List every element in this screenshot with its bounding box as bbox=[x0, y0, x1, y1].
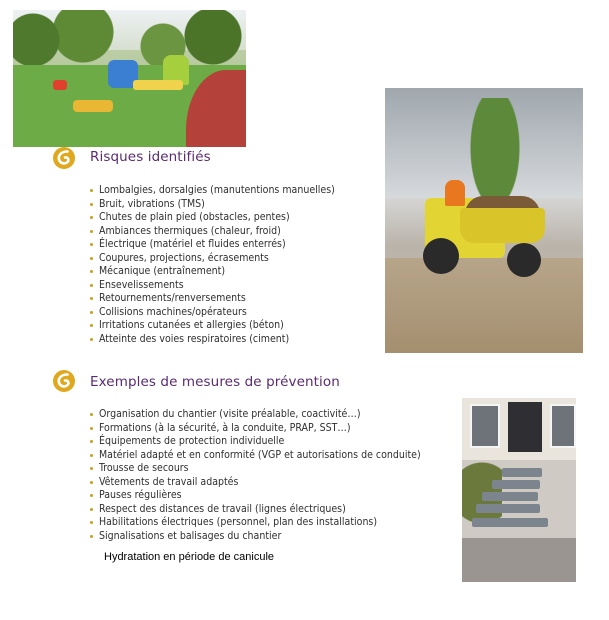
list-item: Habilitations électriques (personnel, plan des installations) bbox=[90, 516, 421, 530]
swirl-logo-icon bbox=[52, 146, 76, 170]
list-item: Mécanique (entraînement) bbox=[90, 265, 335, 279]
list-item: Vêtements de travail adaptés bbox=[90, 476, 421, 490]
list-item: Collisions machines/opérateurs bbox=[90, 306, 335, 320]
list-item: Irritations cutanées et allergies (béton) bbox=[90, 319, 335, 333]
list-item: Matériel adapté et en conformité (VGP et autorisations de conduite) bbox=[90, 449, 421, 463]
prevention-section-title: Exemples de mesures de prévention bbox=[90, 374, 340, 390]
list-item: Lombalgies, dorsalgies (manutentions manuelles) bbox=[90, 184, 335, 198]
list-item: Retournements/renversements bbox=[90, 292, 335, 306]
extra-prevention-item: Hydratation en période de canicule bbox=[104, 551, 275, 563]
list-item: Ensevelissements bbox=[90, 279, 335, 293]
list-item: Organisation du chantier (visite préalable, coactivité…) bbox=[90, 408, 421, 422]
list-item: Électrique (matériel et fluides enterrés) bbox=[90, 238, 335, 252]
list-item: Signalisations et balisages du chantier bbox=[90, 530, 421, 544]
list-item: Coupures, projections, écrasements bbox=[90, 252, 335, 266]
list-item: Atteinte des voies respiratoires (ciment) bbox=[90, 333, 335, 347]
list-item: Ambiances thermiques (chaleur, froid) bbox=[90, 225, 335, 239]
list-item: Équipements de protection individuelle bbox=[90, 435, 421, 449]
list-item: Pauses régulières bbox=[90, 489, 421, 503]
dumper-photo bbox=[385, 88, 583, 353]
risks-list bbox=[90, 184, 335, 346]
playground-photo bbox=[13, 10, 246, 147]
list-item: Trousse de secours bbox=[90, 462, 421, 476]
prevention-list bbox=[90, 408, 421, 543]
list-item: Bruit, vibrations (TMS) bbox=[90, 198, 335, 212]
swirl-logo-icon bbox=[52, 369, 76, 393]
list-item: Respect des distances de travail (lignes électriques) bbox=[90, 503, 421, 517]
stairs-photo bbox=[462, 398, 576, 582]
risks-section-title: Risques identifiés bbox=[90, 149, 211, 165]
list-item: Formations (à la sécurité, à la conduite, PRAP, SST…) bbox=[90, 422, 421, 436]
list-item: Chutes de plain pied (obstacles, pentes) bbox=[90, 211, 335, 225]
